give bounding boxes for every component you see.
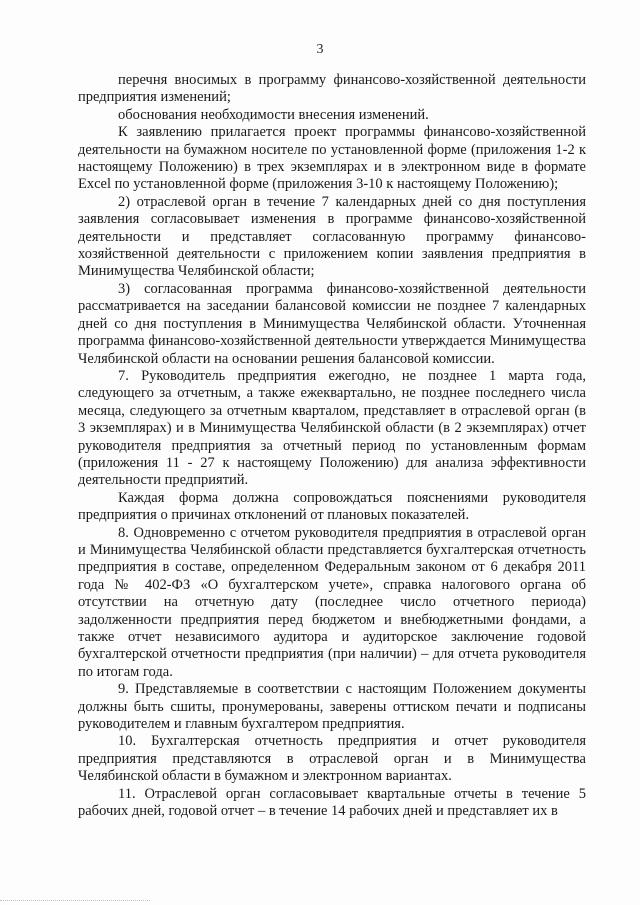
paragraph: Каждая форма должна сопровождаться пояснениями руководителя предприятия о причинах отклонений от плановых показателей. bbox=[78, 489, 586, 524]
paragraph: 9. Представляемые в соответствии с настоящим Положением документы должны быть сшиты, пронумерованы, заверены оттиском печати и подписаны руководителем и главным бухгалтером предприятия. bbox=[78, 681, 586, 733]
paragraph: 11. Отраслевой орган согласовывает квартальные отчеты в течение 5 рабочих дней, годовой отчет – в течение 14 рабочих дней и представляет их в bbox=[78, 785, 586, 820]
paragraph: 2) отраслевой орган в течение 7 календарных дней со дня поступления заявления согласовывает изменения в программе финансово-хозяйственной деятельности и представляет согласованную программу финансово-хозяйственной деятельности с приложением копии заявления предприятия в Минимущества Челябинской области; bbox=[78, 193, 586, 280]
page-number: 3 bbox=[316, 42, 324, 57]
paragraph: 8. Одновременно с отчетом руководителя предприятия в отраслевой орган и Минимущества Челябинской области представляется бухгалтерская отчетность предприятия в составе, определенном Федеральным законом от 6 декабря 2011 года № 402-ФЗ «О бухгалтерском учете», справка налогового органа об отсутствии на отчетную дату (последнее число отчетного периода) задолженности предприятия перед бюджетом и внебюджетными фондами, а также отчет независимого аудитора и аудиторское заключение годовой бухгалтерской отчетности предприятия (при наличии) – для отчета руководителя по итогам года. bbox=[78, 524, 586, 680]
scan-edge-mark bbox=[0, 900, 150, 905]
paragraph: К заявлению прилагается проект программы финансово-хозяйственной деятельности на бумажном носителе по установленной форме (приложения 1-2 к настоящему Положению) в трех экземплярах и в электронном виде в формате Excel по установленной форме (приложения 3-10 к настоящему Положению); bbox=[78, 124, 586, 193]
paragraph: обоснования необходимости внесения изменений. bbox=[118, 106, 429, 123]
paragraph: перечня вносимых в программу финансово-хозяйственной деятельности предприятия изменений; bbox=[78, 72, 586, 106]
paragraph: 7. Руководитель предприятия ежегодно, не позднее 1 марта года, следующего за отчетным, а также ежеквартально, не позднее последнего числа месяца, следующего за отчетным кварталом, представляет в отраслевой орган (в 3 экземплярах) и в Минимущества Челябинской области (в 2 экземплярах) отчет руководителя предприятия за отчетный период по установленным формам (приложения 11 - 27 к настоящему Положению) для анализа эффективности деятельности предприятий. bbox=[78, 367, 586, 489]
paragraph: 3) согласованная программа финансово-хозяйственной деятельности рассматривается на заседании балансовой комиссии не позднее 7 календарных дней со дня поступления в Минимущества Челябинской области. Уточненная программа финансово-хозяйственной деятельности утверждается Минимущества Челябинской области на основании решения балансовой комиссии. bbox=[78, 280, 586, 367]
paragraph: 10. Бухгалтерская отчетность предприятия и отчет руководителя предприятия представляются в отраслевой орган и в Минимущества Челябинской области в бумажном и электронном вариантах. bbox=[78, 733, 586, 785]
document-body bbox=[78, 72, 586, 820]
